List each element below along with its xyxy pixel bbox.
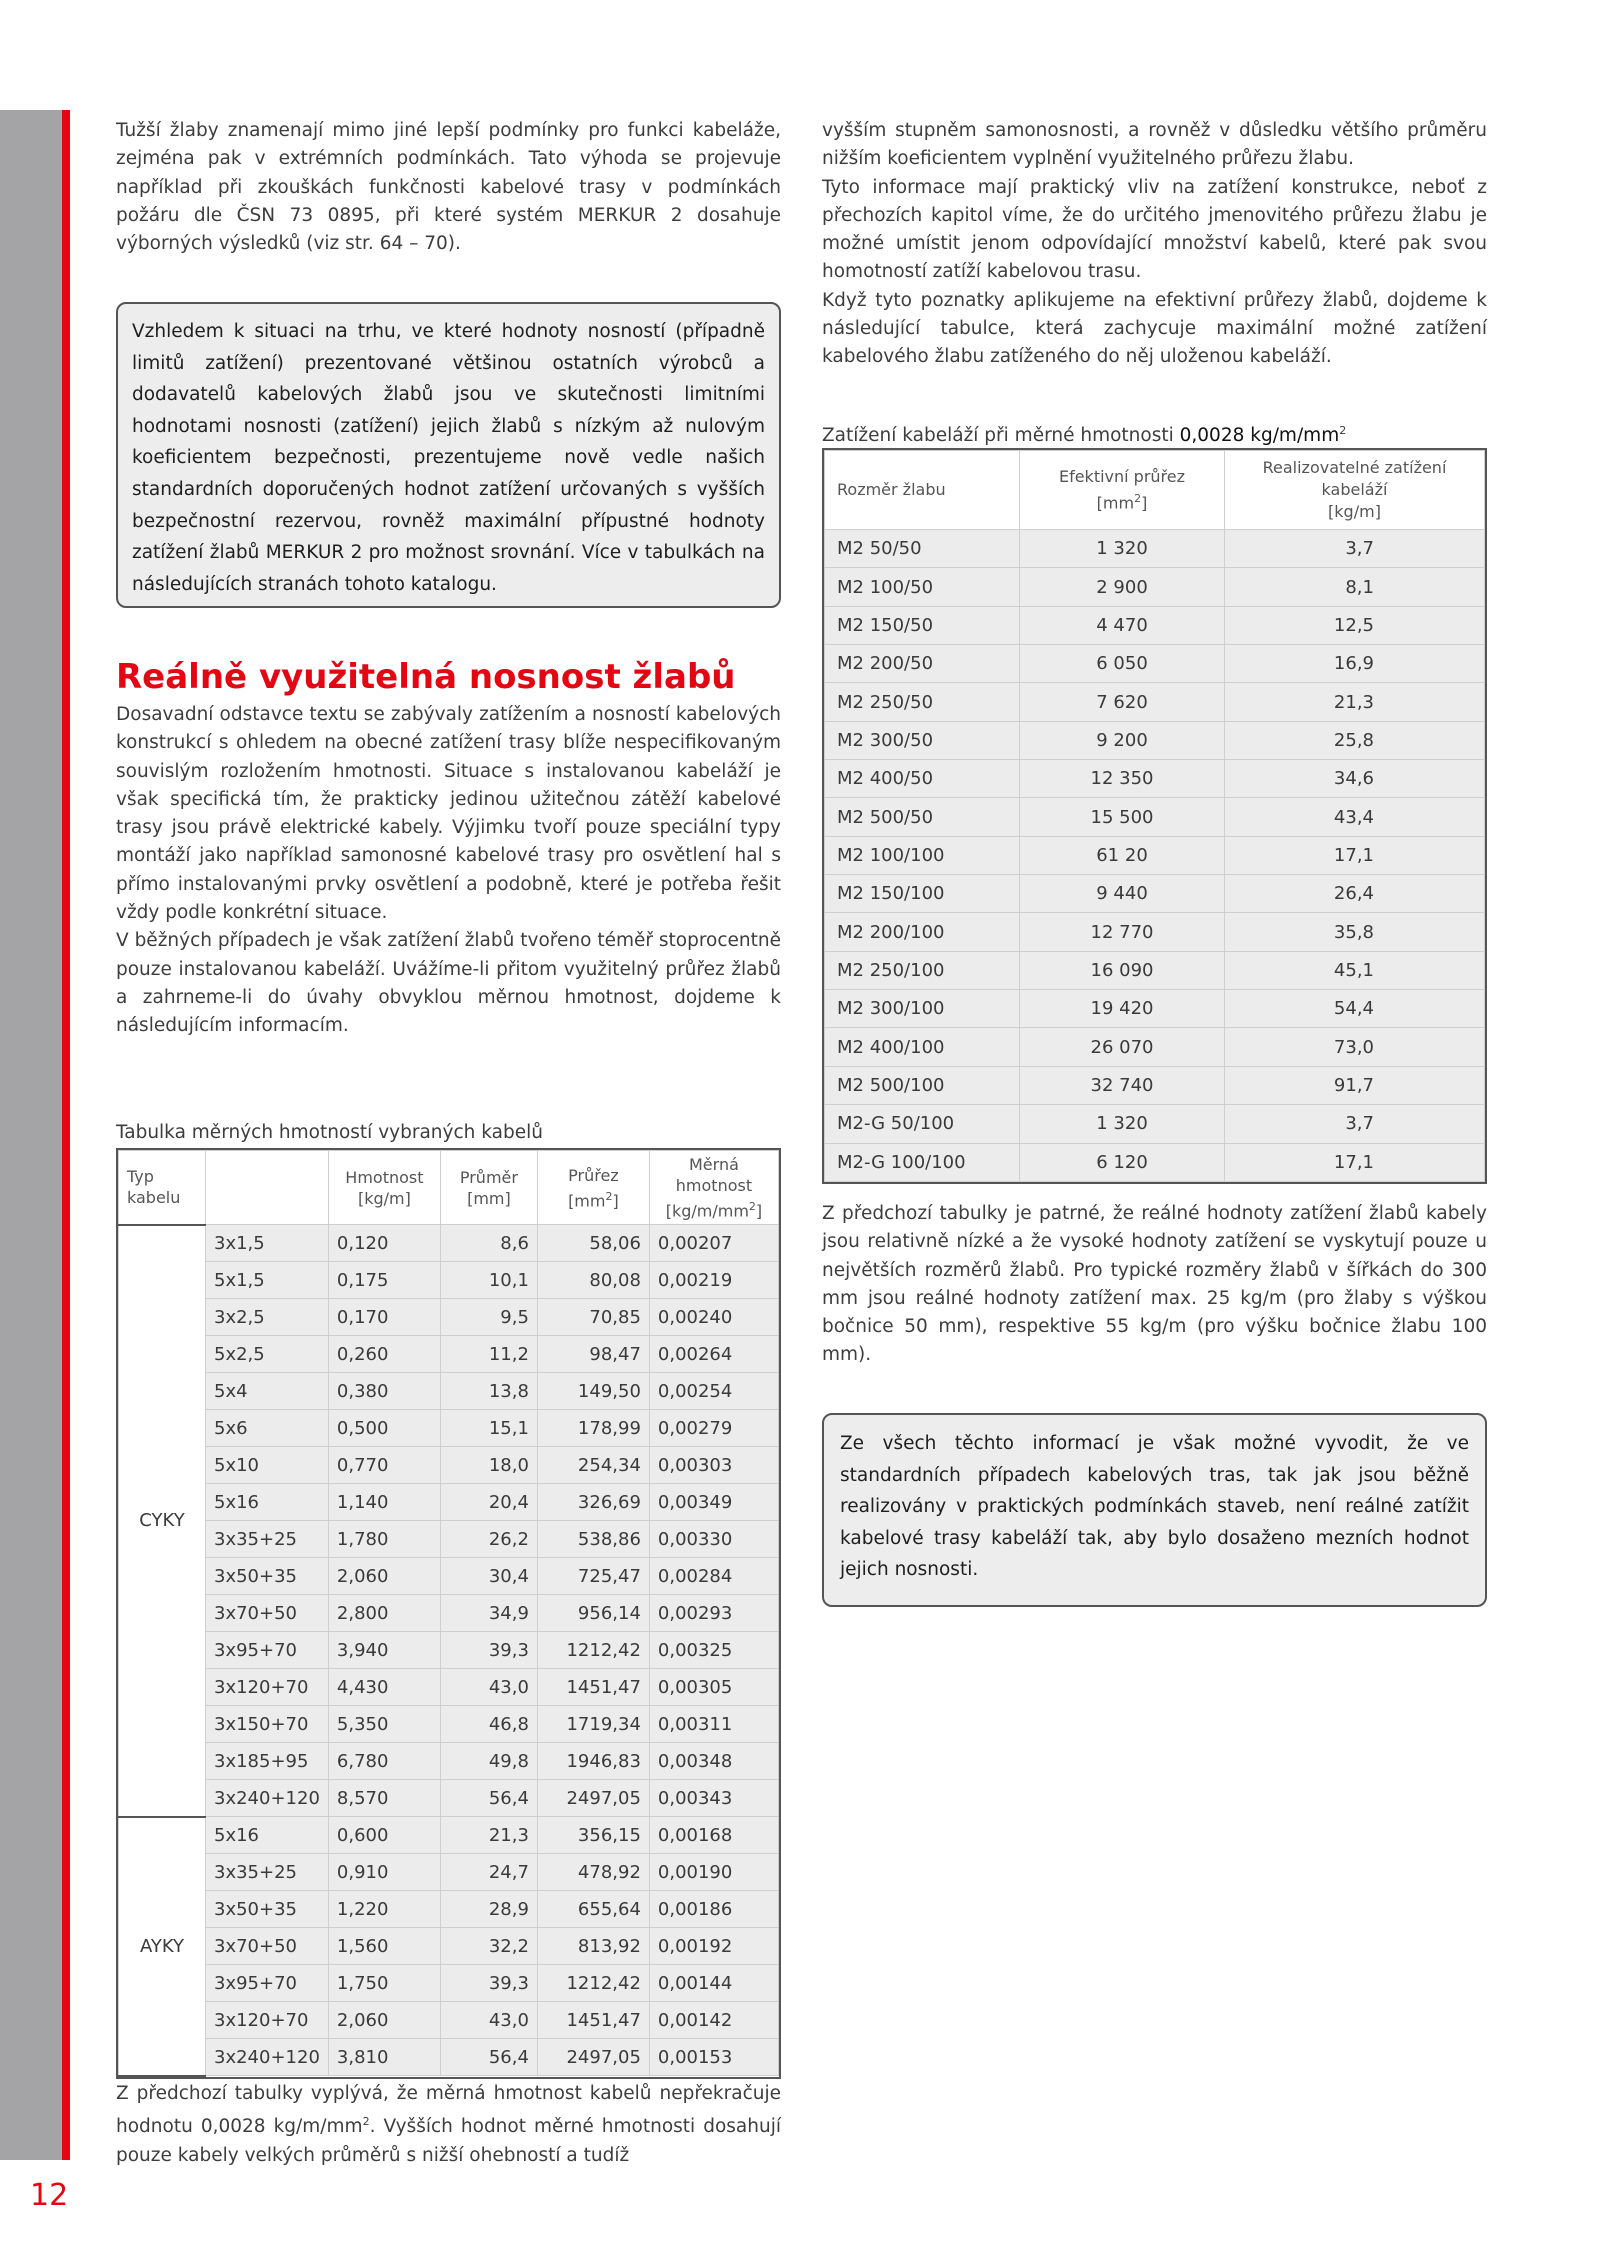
section-cell: 1451,47 <box>537 2002 649 2039</box>
left-bottom-para <box>116 2080 781 2170</box>
section-cell: 813,92 <box>537 1928 649 1965</box>
effective-section-cell: 12 770 <box>1020 913 1225 951</box>
diameter-cell: 56,4 <box>440 1780 537 1817</box>
load-cell: 73,0 <box>1225 1028 1485 1066</box>
specific-weight-cell: 0,00142 <box>649 2002 778 2039</box>
section-cell: 478,92 <box>537 1854 649 1891</box>
table-row <box>119 1632 779 1669</box>
section-cell: 1212,42 <box>537 1632 649 1669</box>
specific-weight-cell: 0,00303 <box>649 1447 778 1484</box>
diameter-cell: 32,2 <box>440 1928 537 1965</box>
table-row <box>119 1780 779 1817</box>
load-cell: 45,1 <box>1225 951 1485 989</box>
cable-size-cell: 3x120+70 <box>206 2002 329 2039</box>
table-row <box>825 683 1485 721</box>
right-column <box>822 117 1487 372</box>
diameter-cell: 46,8 <box>440 1706 537 1743</box>
weight-cell: 2,800 <box>328 1595 440 1632</box>
trough-size-cell: M2 250/50 <box>825 683 1020 721</box>
th-blank <box>206 1151 329 1225</box>
trough-size-cell: M2 300/100 <box>825 990 1020 1028</box>
trough-size-cell: M2 150/50 <box>825 606 1020 644</box>
th-size: Rozměr žlabu <box>825 451 1020 530</box>
weight-cell: 3,940 <box>328 1632 440 1669</box>
section-cell: 149,50 <box>537 1373 649 1410</box>
cable-size-cell: 3x70+50 <box>206 1595 329 1632</box>
weight-cell: 2,060 <box>328 2002 440 2039</box>
diameter-cell: 43,0 <box>440 1669 537 1706</box>
table-row <box>119 1521 779 1558</box>
specific-weight-cell: 0,00325 <box>649 1632 778 1669</box>
load-cell: 34,6 <box>1225 760 1485 798</box>
table-row <box>119 1373 779 1410</box>
table-row <box>119 1299 779 1336</box>
weight-cell: 0,175 <box>328 1262 440 1299</box>
th-load <box>1225 451 1485 530</box>
table-row <box>825 1066 1485 1104</box>
table-row <box>825 721 1485 759</box>
specific-weight-cell: 0,00349 <box>649 1484 778 1521</box>
section-cell: 70,85 <box>537 1299 649 1336</box>
left-intro-text: Tužší žlaby znamenají mimo jiné lepší podmínky pro funkci kabeláže, zejména pak v extrémních podmínkách. Tato výhoda se projevuje například při zkouškách funkčnosti kabelové trasy v podmínkách požáru dle ČSN 73 0895, při které systém MERKUR 2 dosahuje výborných výsledků (viz str. 64 – 70). <box>116 120 781 255</box>
cable-size-cell: 3x1,5 <box>206 1225 329 1262</box>
table-row <box>825 875 1485 913</box>
table-row <box>119 1965 779 2002</box>
cable-size-cell: 3x50+35 <box>206 1891 329 1928</box>
load-cell: 54,4 <box>1225 990 1485 1028</box>
effective-section-cell: 15 500 <box>1020 798 1225 836</box>
left-para-1: Dosavadní odstavce textu se zabývaly zatížením a nosností kabelových konstrukcí s ohledem na obecné zatížení trasy blíže nespecifikovaným souvislým rozložením hmotnosti. Situace s instalovanou kabeláží je však specifická tím, že prakticky jedinou užitečnou zátěží kabelové trasy jsou právě elektrické kabely. Výjimku tvoří pouze speciální typy montáží jako například samonosné kabelové trasy pro osvětlení hal s přímo instalovanými prvky osvětlení a podobně, které je potřeba řešit vždy podle konkrétní situace. <box>116 704 781 924</box>
effective-section-cell: 1 320 <box>1020 530 1225 568</box>
cable-size-cell: 5x4 <box>206 1373 329 1410</box>
effective-section-cell: 26 070 <box>1020 1028 1225 1066</box>
right-intro-text: vyšším stupněm samonosnosti, a rovněž v důsledku většího průměru nižším koeficientem vyplnění využitelného průřezu žlabu. <box>822 120 1487 170</box>
cable-size-cell: 3x240+120 <box>206 2039 329 2076</box>
left-bottom-a: Z předchozí tabulky vyplývá, že měrná hmotnost kabelů nepřekračuje hodnotu 0,0028 kg/m/mm <box>116 2083 781 2138</box>
table-row <box>825 951 1485 989</box>
section-cell: 254,34 <box>537 1447 649 1484</box>
weight-cell: 0,260 <box>328 1336 440 1373</box>
load-cell: 17,1 <box>1225 836 1485 874</box>
right-para-3: Když tyto poznatky aplikujeme na efektivní průřezy žlabů, dojdeme k následující tabulce, která zachycuje maximální možné zatížení kabelového žlabu zatíženého do něj uloženou kabeláží. <box>822 289 1487 368</box>
table-row <box>825 606 1485 644</box>
section-cell: 58,06 <box>537 1225 649 1262</box>
section-cell: 1451,47 <box>537 1669 649 1706</box>
specific-weight-cell: 0,00343 <box>649 1780 778 1817</box>
load-cell: 91,7 <box>1225 1066 1485 1104</box>
cable-size-cell: 3x95+70 <box>206 1965 329 2002</box>
cable-size-cell: 3x150+70 <box>206 1706 329 1743</box>
diameter-cell: 30,4 <box>440 1558 537 1595</box>
effective-section-cell: 9 440 <box>1020 875 1225 913</box>
specific-weight-cell: 0,00264 <box>649 1336 778 1373</box>
table-row <box>119 2039 779 2076</box>
trough-load-table <box>824 450 1485 1182</box>
size-caption-value: 0,0028 kg/m/mm <box>1179 425 1340 447</box>
effective-section-cell: 6 120 <box>1020 1143 1225 1181</box>
th-load-unit: [kg/m] <box>1328 502 1381 521</box>
left-note-text: Vzhledem k situaci na trhu, ve které hodnoty nosností (případně limitů zatížení) prezentované většinou ostatních výrobců a dodavatelů kabelových žlabů jsou ve skutečnosti limitními hodnotami nosnosti (zatížení) jejich žlabů s nízkým až nulovým koeficientem bezpečnosti, prezentujeme nově vedle našich standardních doporučených hodnot zatížení určovaných s vyšších bezpečnostní rezervou, rovněž maximální přípustné hodnoty zatížení žlabů MERKUR 2 pro možnost srovnání. Více v tabulkách na následujících stranách tohoto katalogu. <box>132 321 765 595</box>
side-red-bar <box>62 110 70 2160</box>
load-cell: 16,9 <box>1225 645 1485 683</box>
weight-cell: 0,170 <box>328 1299 440 1336</box>
trough-size-cell: M2 500/50 <box>825 798 1020 836</box>
trough-size-cell: M2 300/50 <box>825 721 1020 759</box>
specific-weight-cell: 0,00284 <box>649 1558 778 1595</box>
diameter-cell: 20,4 <box>440 1484 537 1521</box>
diameter-cell: 28,9 <box>440 1891 537 1928</box>
specific-weight-cell: 0,00330 <box>649 1521 778 1558</box>
table-row <box>119 1410 779 1447</box>
th-eff-label: Efektivní průřez <box>1058 466 1186 486</box>
size-caption-sup: 2 <box>1339 424 1347 437</box>
cable-table-frame <box>116 1148 781 2079</box>
diameter-cell: 13,8 <box>440 1373 537 1410</box>
size-table-caption <box>822 418 1487 449</box>
section-cell: 2497,05 <box>537 2039 649 2076</box>
load-cell: 12,5 <box>1225 606 1485 644</box>
load-cell: 26,4 <box>1225 875 1485 913</box>
weight-cell: 4,430 <box>328 1669 440 1706</box>
effective-section-cell: 6 050 <box>1020 645 1225 683</box>
table-row <box>825 645 1485 683</box>
th-weight-label: Hmotnost <box>345 1167 424 1187</box>
weight-cell: 0,600 <box>328 1817 440 1854</box>
section-heading: Reálně využitelná nosnost žlabů <box>116 657 736 697</box>
left-bottom-sup: 2 <box>362 2115 370 2129</box>
diameter-cell: 8,6 <box>440 1225 537 1262</box>
table-row <box>119 1891 779 1928</box>
diameter-cell: 24,7 <box>440 1854 537 1891</box>
left-bottom-text <box>116 2080 781 2170</box>
right-para-4: Z předchozí tabulky je patrné, že reálné hodnoty zatížení žlabů kabely jsou relativně nízké a že vysoké hodnoty zatížení se vyskytují pouze u největších rozměrů žlabů. Pro typické rozměry žlabů v šířkách do 300 mm jsou reálné hodnoty zatížení max. 25 kg/m (pro žlaby s výškou bočnice 50 mm), respektive 55 kg/m (pro výšku bočnice žlabu 100 mm). <box>822 1203 1487 1366</box>
cable-type-cell: AYKY <box>119 1817 206 2076</box>
section-cell: 80,08 <box>537 1262 649 1299</box>
specific-weight-cell: 0,00311 <box>649 1706 778 1743</box>
section-cell: 725,47 <box>537 1558 649 1595</box>
effective-section-cell: 61 20 <box>1020 836 1225 874</box>
th-load-label: Realizovatelné zatížení kabeláží <box>1262 458 1447 499</box>
weight-cell: 1,750 <box>328 1965 440 2002</box>
load-cell: 25,8 <box>1225 721 1485 759</box>
cable-size-cell: 3x35+25 <box>206 1521 329 1558</box>
specific-weight-cell: 0,00207 <box>649 1225 778 1262</box>
weight-cell: 1,560 <box>328 1928 440 1965</box>
table-row <box>119 1706 779 1743</box>
effective-section-cell: 19 420 <box>1020 990 1225 1028</box>
effective-section-cell: 4 470 <box>1020 606 1225 644</box>
trough-size-cell: M2 100/50 <box>825 568 1020 606</box>
trough-size-cell: M2 400/50 <box>825 760 1020 798</box>
table-row <box>119 1225 779 1262</box>
section-cell: 1946,83 <box>537 1743 649 1780</box>
th-weight <box>328 1151 440 1225</box>
weight-cell: 0,910 <box>328 1854 440 1891</box>
effective-section-cell: 1 320 <box>1020 1105 1225 1143</box>
table-row <box>119 1558 779 1595</box>
table-row <box>825 530 1485 568</box>
diameter-cell: 39,3 <box>440 1632 537 1669</box>
section-cell: 1212,42 <box>537 1965 649 2002</box>
load-cell: 8,1 <box>1225 568 1485 606</box>
diameter-cell: 9,5 <box>440 1299 537 1336</box>
table-row <box>119 1669 779 1706</box>
table-row <box>119 1817 779 1854</box>
cable-size-cell: 3x35+25 <box>206 1854 329 1891</box>
th-eff-unit-sup: 2 <box>1134 491 1142 505</box>
cable-size-cell: 3x185+95 <box>206 1743 329 1780</box>
load-cell: 35,8 <box>1225 913 1485 951</box>
section-cell: 538,86 <box>537 1521 649 1558</box>
specific-weight-cell: 0,00279 <box>649 1410 778 1447</box>
side-grey-bar <box>0 110 62 2160</box>
specific-weight-cell: 0,00168 <box>649 1817 778 1854</box>
table-row <box>825 913 1485 951</box>
table-row <box>119 1447 779 1484</box>
table-row <box>825 990 1485 1028</box>
th-specific-close: ] <box>755 1201 763 1221</box>
table-row <box>825 836 1485 874</box>
table-row <box>119 1595 779 1632</box>
weight-cell: 5,350 <box>328 1706 440 1743</box>
th-diameter-unit: [mm] <box>467 1188 511 1208</box>
trough-size-cell: M2 500/100 <box>825 1066 1020 1104</box>
diameter-cell: 26,2 <box>440 1521 537 1558</box>
weight-cell: 6,780 <box>328 1743 440 1780</box>
section-cell: 655,64 <box>537 1891 649 1928</box>
right-para-2: Tyto informace mají praktický vliv na zatížení konstrukce, neboť z přechozích kapitol víme, že do určitého jmenovitého průřezu žlabu je možné umístit jenom odpovídající množství kabelů, které pak svou homotností zatíží kabelovou trasu. <box>822 176 1487 283</box>
weight-cell: 2,060 <box>328 1558 440 1595</box>
trough-size-cell: M2 200/50 <box>825 645 1020 683</box>
diameter-cell: 43,0 <box>440 2002 537 2039</box>
weight-cell: 1,220 <box>328 1891 440 1928</box>
cable-size-cell: 3x120+70 <box>206 1669 329 1706</box>
cable-size-cell: 3x50+35 <box>206 1558 329 1595</box>
cable-size-cell: 3x95+70 <box>206 1632 329 1669</box>
th-section <box>537 1151 649 1225</box>
specific-weight-cell: 0,00254 <box>649 1373 778 1410</box>
right-lower <box>822 1200 1487 1370</box>
weight-cell: 0,380 <box>328 1373 440 1410</box>
cable-size-cell: 5x10 <box>206 1447 329 1484</box>
table-row <box>825 1028 1485 1066</box>
load-cell: 3,7 <box>1225 1105 1485 1143</box>
th-specific-sup: 2 <box>748 1200 756 1213</box>
section-cell: 356,15 <box>537 1817 649 1854</box>
section-cell: 2497,05 <box>537 1780 649 1817</box>
cable-size-cell: 5x2,5 <box>206 1336 329 1373</box>
diameter-cell: 56,4 <box>440 2039 537 2076</box>
cable-size-cell: 5x16 <box>206 1817 329 1854</box>
trough-size-cell: M2 150/100 <box>825 875 1020 913</box>
specific-weight-cell: 0,00348 <box>649 1743 778 1780</box>
trough-size-cell: M2 250/100 <box>825 951 1020 989</box>
cable-size-cell: 3x70+50 <box>206 1928 329 1965</box>
trough-size-cell: M2-G 50/100 <box>825 1105 1020 1143</box>
diameter-cell: 39,3 <box>440 1965 537 2002</box>
effective-section-cell: 2 900 <box>1020 568 1225 606</box>
th-section-close: ] <box>612 1190 619 1210</box>
table-row <box>825 798 1485 836</box>
right-note-box <box>822 1413 1487 1607</box>
diameter-cell: 21,3 <box>440 1817 537 1854</box>
cable-type-cell: CYKY <box>119 1225 206 1817</box>
diameter-cell: 18,0 <box>440 1447 537 1484</box>
weight-cell: 0,120 <box>328 1225 440 1262</box>
specific-weight-cell: 0,00186 <box>649 1891 778 1928</box>
weight-cell: 1,140 <box>328 1484 440 1521</box>
size-caption-text: Zatížení kabeláží při měrné hmotnosti <box>822 425 1180 447</box>
page-number: 12 <box>30 2178 69 2213</box>
th-type: Typ kabelu <box>119 1151 206 1225</box>
load-cell: 43,4 <box>1225 798 1485 836</box>
th-eff-unit-b: ] <box>1141 493 1148 513</box>
diameter-cell: 11,2 <box>440 1336 537 1373</box>
table-row <box>825 760 1485 798</box>
specific-weight-cell: 0,00293 <box>649 1595 778 1632</box>
load-cell: 17,1 <box>1225 1143 1485 1181</box>
weight-cell: 0,500 <box>328 1410 440 1447</box>
table-row <box>119 1484 779 1521</box>
cable-size-cell: 5x1,5 <box>206 1262 329 1299</box>
specific-weight-cell: 0,00240 <box>649 1299 778 1336</box>
effective-section-cell: 12 350 <box>1020 760 1225 798</box>
specific-weight-cell: 0,00305 <box>649 1669 778 1706</box>
table-row <box>119 1854 779 1891</box>
weight-cell: 3,810 <box>328 2039 440 2076</box>
diameter-cell: 49,8 <box>440 1743 537 1780</box>
left-section <box>116 654 781 1041</box>
specific-weight-cell: 0,00192 <box>649 1928 778 1965</box>
th-diameter <box>440 1151 537 1225</box>
table-row <box>119 2002 779 2039</box>
table-row <box>119 1336 779 1373</box>
cable-weight-table <box>118 1150 779 2077</box>
specific-weight-cell: 0,00153 <box>649 2039 778 2076</box>
left-note-box <box>116 302 781 608</box>
table-row <box>119 1262 779 1299</box>
left-para-2: V běžných případech je však zatížení žlabů tvořeno téměř stoprocentně pouze instalovanou kabeláží. Uvážíme-li přitom využitelný průřez žlabů a zahrneme-li do úvahy obvyklou měrnou hmotnost, dojdeme k následujícím informacím. <box>116 930 781 1037</box>
trough-size-cell: M2 200/100 <box>825 913 1020 951</box>
cable-size-cell: 5x6 <box>206 1410 329 1447</box>
th-specific-label: Měrná hmotnost <box>675 1155 753 1195</box>
trough-size-cell: M2 400/100 <box>825 1028 1020 1066</box>
th-specific <box>649 1151 778 1225</box>
section-cell: 956,14 <box>537 1595 649 1632</box>
cable-size-cell: 5x16 <box>206 1484 329 1521</box>
left-bottom-b: . Vyšších hodnot měrné hmotnosti dosahují pouze kabely velkých průměrů s nižší ohebností a tudíž <box>116 2116 781 2166</box>
th-section-sup: 2 <box>605 1189 613 1203</box>
th-eff-section <box>1020 451 1225 530</box>
th-section-label: Průřez <box>568 1165 619 1185</box>
th-weight-unit: [kg/m] <box>357 1188 411 1208</box>
weight-cell: 0,770 <box>328 1447 440 1484</box>
specific-weight-cell: 0,00190 <box>649 1854 778 1891</box>
effective-section-cell: 7 620 <box>1020 683 1225 721</box>
weight-cell: 1,780 <box>328 1521 440 1558</box>
th-eff-unit-a: [mm <box>1096 493 1135 513</box>
trough-size-cell: M2 50/50 <box>825 530 1020 568</box>
left-column <box>116 117 781 258</box>
load-cell: 3,7 <box>1225 530 1485 568</box>
diameter-cell: 34,9 <box>440 1595 537 1632</box>
weight-cell: 8,570 <box>328 1780 440 1817</box>
cable-size-cell: 3x2,5 <box>206 1299 329 1336</box>
table-row <box>119 1743 779 1780</box>
effective-section-cell: 16 090 <box>1020 951 1225 989</box>
size-table-frame <box>822 448 1487 1184</box>
section-cell: 1719,34 <box>537 1706 649 1743</box>
right-note-text: Ze všech těchto informací je však možné vyvodit, že ve standardních případech kabelových tras, tak jak jsou běžně realizovány v praktických podmínkách staveb, není reálné zatížit kabelové trasy kabeláží tak, aby bylo dosaženo mezních hodnot jejich nosnosti. <box>840 1433 1469 1581</box>
diameter-cell: 15,1 <box>440 1410 537 1447</box>
table-row <box>119 1928 779 1965</box>
effective-section-cell: 32 740 <box>1020 1066 1225 1104</box>
load-cell: 21,3 <box>1225 683 1485 721</box>
effective-section-cell: 9 200 <box>1020 721 1225 759</box>
cable-table-caption: Tabulka měrných hmotností vybraných kabelů <box>116 1122 543 1143</box>
section-cell: 178,99 <box>537 1410 649 1447</box>
specific-weight-cell: 0,00219 <box>649 1262 778 1299</box>
table-row <box>825 568 1485 606</box>
specific-weight-cell: 0,00144 <box>649 1965 778 2002</box>
diameter-cell: 10,1 <box>440 1262 537 1299</box>
cable-size-cell: 3x240+120 <box>206 1780 329 1817</box>
th-diameter-label: Průměr <box>459 1167 518 1187</box>
th-specific-unit: [kg/m/mm <box>665 1201 749 1221</box>
section-cell: 98,47 <box>537 1336 649 1373</box>
th-section-unit: [mm <box>568 1190 606 1210</box>
trough-size-cell: M2 100/100 <box>825 836 1020 874</box>
table-row <box>825 1105 1485 1143</box>
trough-size-cell: M2-G 100/100 <box>825 1143 1020 1181</box>
section-cell: 326,69 <box>537 1484 649 1521</box>
table-row <box>825 1143 1485 1181</box>
